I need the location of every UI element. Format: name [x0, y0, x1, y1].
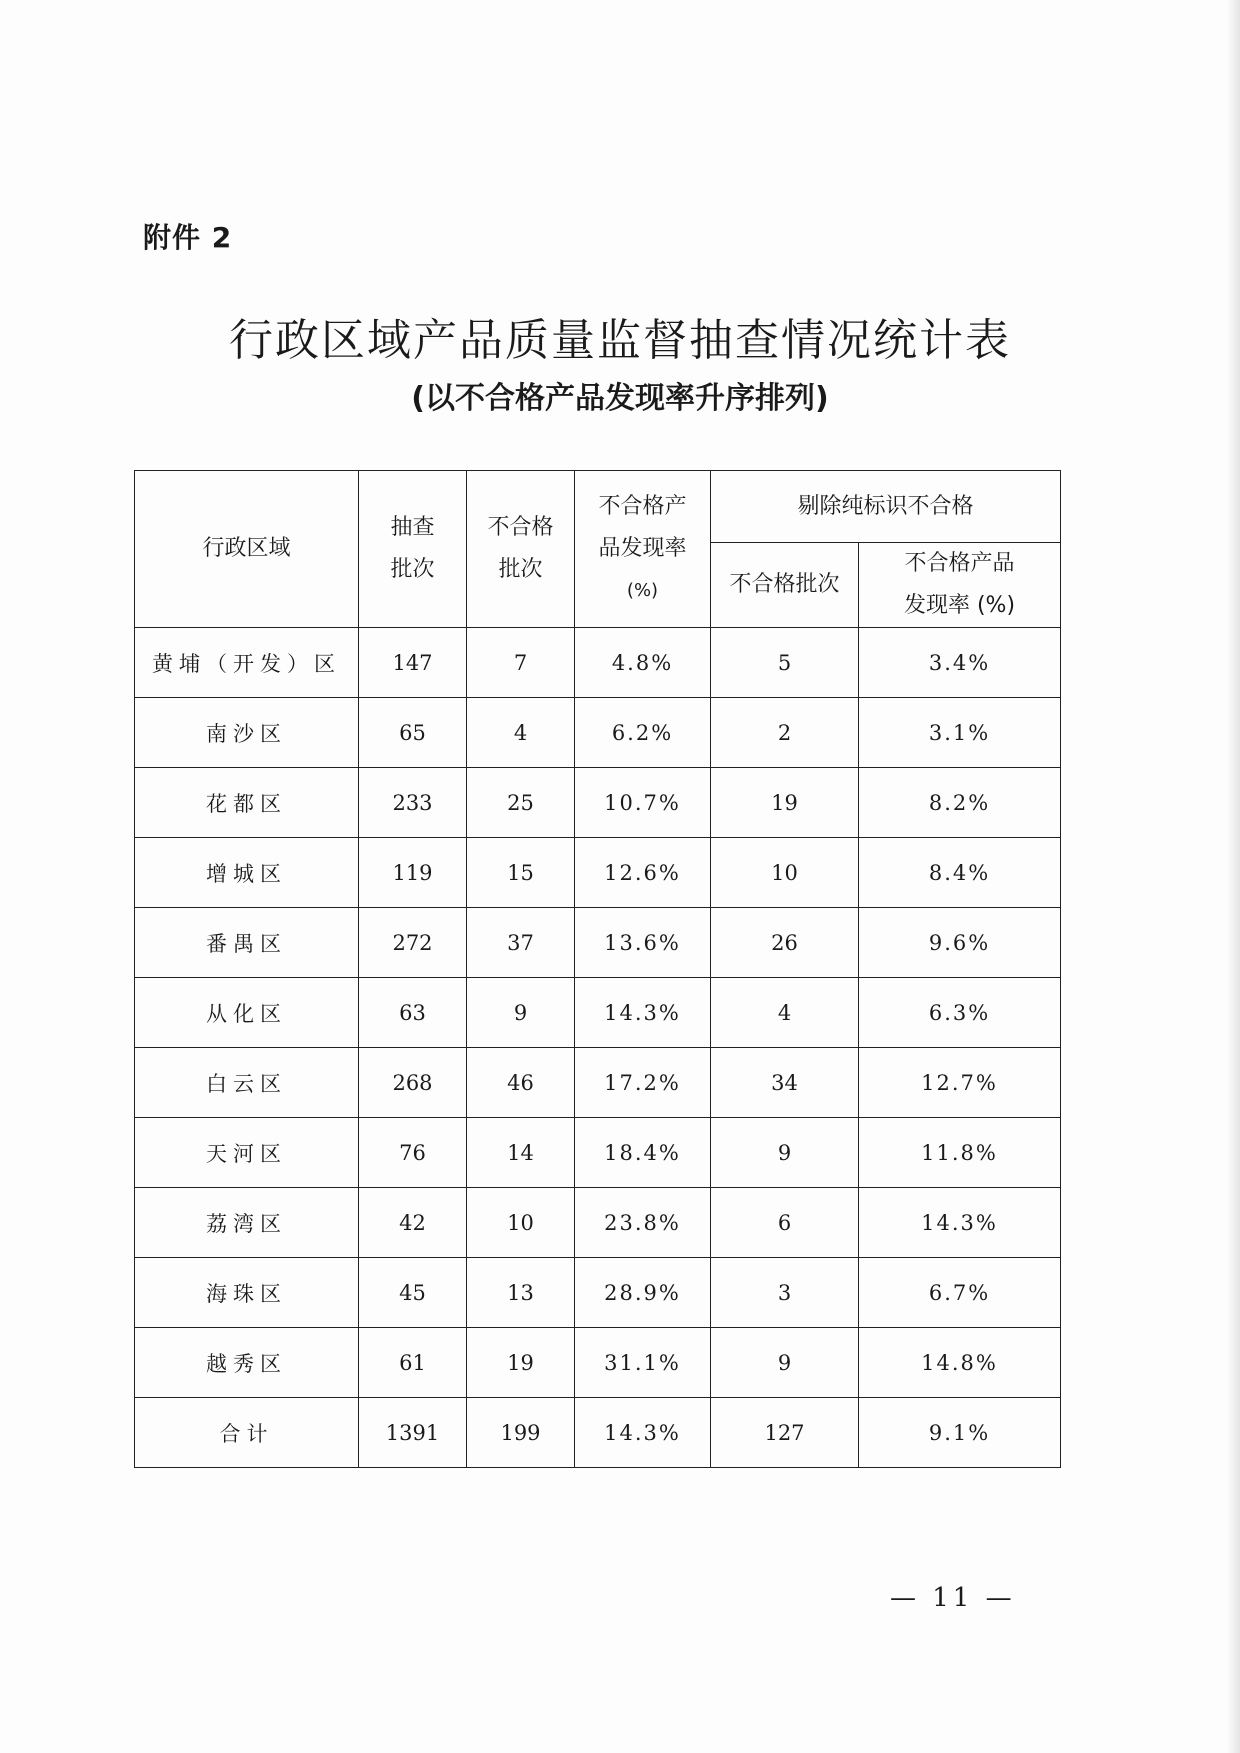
cell-sampled: 61 — [359, 1328, 467, 1398]
cell-region: 天河区 — [135, 1118, 359, 1188]
cell-region: 从化区 — [135, 978, 359, 1048]
cell-region: 荔湾区 — [135, 1188, 359, 1258]
cell-excluded-rate: 9.6% — [859, 908, 1061, 978]
cell-rate: 23.8% — [575, 1188, 711, 1258]
cell-region: 番禺区 — [135, 908, 359, 978]
header-sampled-line1: 抽查 — [390, 515, 435, 540]
cell-rate: 13.6% — [575, 908, 711, 978]
cell-failed: 15 — [467, 838, 575, 908]
cell-failed: 37 — [467, 908, 575, 978]
cell-sampled: 119 — [359, 838, 467, 908]
page-number: — 11 — — [890, 1583, 1016, 1613]
cell-region: 越秀区 — [135, 1328, 359, 1398]
annex-label: 附件 2 — [143, 221, 233, 254]
page-subtitle: (以不合格产品发现率升序排列) — [411, 381, 829, 416]
cell-total-failed: 199 — [467, 1398, 575, 1468]
cell-sampled: 65 — [359, 698, 467, 768]
header-failed — [467, 471, 575, 628]
cell-failed: 46 — [467, 1048, 575, 1118]
table-row — [135, 1328, 1061, 1398]
cell-failed: 9 — [467, 978, 575, 1048]
cell-excluded-rate: 3.1% — [859, 698, 1061, 768]
cell-total-label: 合计 — [135, 1398, 359, 1468]
cell-rate: 14.3% — [575, 978, 711, 1048]
cell-excluded-rate: 8.2% — [859, 768, 1061, 838]
cell-excluded-failed: 2 — [711, 698, 859, 768]
cell-excluded-failed: 4 — [711, 978, 859, 1048]
cell-excluded-rate: 14.3% — [859, 1188, 1061, 1258]
header-excluded-rate-line2: 发现率 (%) — [903, 593, 1016, 618]
header-rate-line1: 不合格产 — [598, 494, 687, 519]
table-row — [135, 1258, 1061, 1328]
table-row — [135, 1118, 1061, 1188]
cell-sampled: 272 — [359, 908, 467, 978]
cell-excluded-failed: 3 — [711, 1258, 859, 1328]
statistics-table — [134, 470, 1061, 1468]
cell-excluded-rate: 3.4% — [859, 628, 1061, 698]
header-excluded-failed: 不合格批次 — [711, 543, 859, 628]
cell-rate: 28.9% — [575, 1258, 711, 1328]
header-rate-line3: (%) — [626, 580, 659, 601]
cell-excluded-rate: 6.7% — [859, 1258, 1061, 1328]
cell-failed: 4 — [467, 698, 575, 768]
cell-rate: 17.2% — [575, 1048, 711, 1118]
table-row — [135, 1188, 1061, 1258]
cell-sampled: 233 — [359, 768, 467, 838]
table-row — [135, 1048, 1061, 1118]
cell-region: 花都区 — [135, 768, 359, 838]
table-row — [135, 838, 1061, 908]
cell-excluded-rate: 14.8% — [859, 1328, 1061, 1398]
page-title: 行政区域产品质量监督抽查情况统计表 — [229, 315, 1011, 366]
cell-failed: 7 — [467, 628, 575, 698]
cell-region: 海珠区 — [135, 1258, 359, 1328]
cell-sampled: 63 — [359, 978, 467, 1048]
cell-excluded-failed: 34 — [711, 1048, 859, 1118]
table-row — [135, 978, 1061, 1048]
cell-total-rate: 14.3% — [575, 1398, 711, 1468]
table-row — [135, 628, 1061, 698]
cell-rate: 31.1% — [575, 1328, 711, 1398]
cell-failed: 25 — [467, 768, 575, 838]
header-rate — [575, 471, 711, 628]
cell-rate: 4.8% — [575, 628, 711, 698]
cell-total-sampled: 1391 — [359, 1398, 467, 1468]
cell-rate: 18.4% — [575, 1118, 711, 1188]
header-excluded-rate — [859, 543, 1061, 628]
cell-excluded-rate: 11.8% — [859, 1118, 1061, 1188]
cell-failed: 19 — [467, 1328, 575, 1398]
cell-rate: 10.7% — [575, 768, 711, 838]
cell-region: 增城区 — [135, 838, 359, 908]
header-failed-line2: 批次 — [498, 557, 543, 582]
scan-edge-shadow — [1226, 0, 1240, 1753]
header-region: 行政区域 — [135, 471, 359, 628]
header-failed-line1: 不合格 — [487, 515, 554, 540]
header-rate-line2: 品发现率 — [598, 536, 687, 561]
cell-excluded-failed: 5 — [711, 628, 859, 698]
cell-region: 黄埔（开发）区 — [135, 628, 359, 698]
cell-sampled: 268 — [359, 1048, 467, 1118]
cell-failed: 14 — [467, 1118, 575, 1188]
header-sampled — [359, 471, 467, 628]
cell-region: 南沙区 — [135, 698, 359, 768]
table-row — [135, 908, 1061, 978]
cell-excluded-rate: 6.3% — [859, 978, 1061, 1048]
cell-region: 白云区 — [135, 1048, 359, 1118]
cell-rate: 12.6% — [575, 838, 711, 908]
cell-rate: 6.2% — [575, 698, 711, 768]
cell-excluded-failed: 9 — [711, 1118, 859, 1188]
header-excluded-rate-line1: 不合格产品 — [904, 551, 1015, 576]
cell-excluded-failed: 10 — [711, 838, 859, 908]
cell-sampled: 147 — [359, 628, 467, 698]
header-sampled-line2: 批次 — [390, 557, 435, 582]
table-row — [135, 768, 1061, 838]
cell-sampled: 42 — [359, 1188, 467, 1258]
cell-failed: 10 — [467, 1188, 575, 1258]
table-row — [135, 698, 1061, 768]
cell-excluded-failed: 19 — [711, 768, 859, 838]
header-excluded-group: 剔除纯标识不合格 — [711, 471, 1061, 543]
cell-failed: 13 — [467, 1258, 575, 1328]
table-total-row — [135, 1398, 1061, 1468]
cell-sampled: 76 — [359, 1118, 467, 1188]
cell-total-excluded-failed: 127 — [711, 1398, 859, 1468]
cell-sampled: 45 — [359, 1258, 467, 1328]
cell-excluded-rate: 12.7% — [859, 1048, 1061, 1118]
cell-excluded-failed: 6 — [711, 1188, 859, 1258]
cell-total-excluded-rate: 9.1% — [859, 1398, 1061, 1468]
cell-excluded-failed: 9 — [711, 1328, 859, 1398]
cell-excluded-rate: 8.4% — [859, 838, 1061, 908]
cell-excluded-failed: 26 — [711, 908, 859, 978]
